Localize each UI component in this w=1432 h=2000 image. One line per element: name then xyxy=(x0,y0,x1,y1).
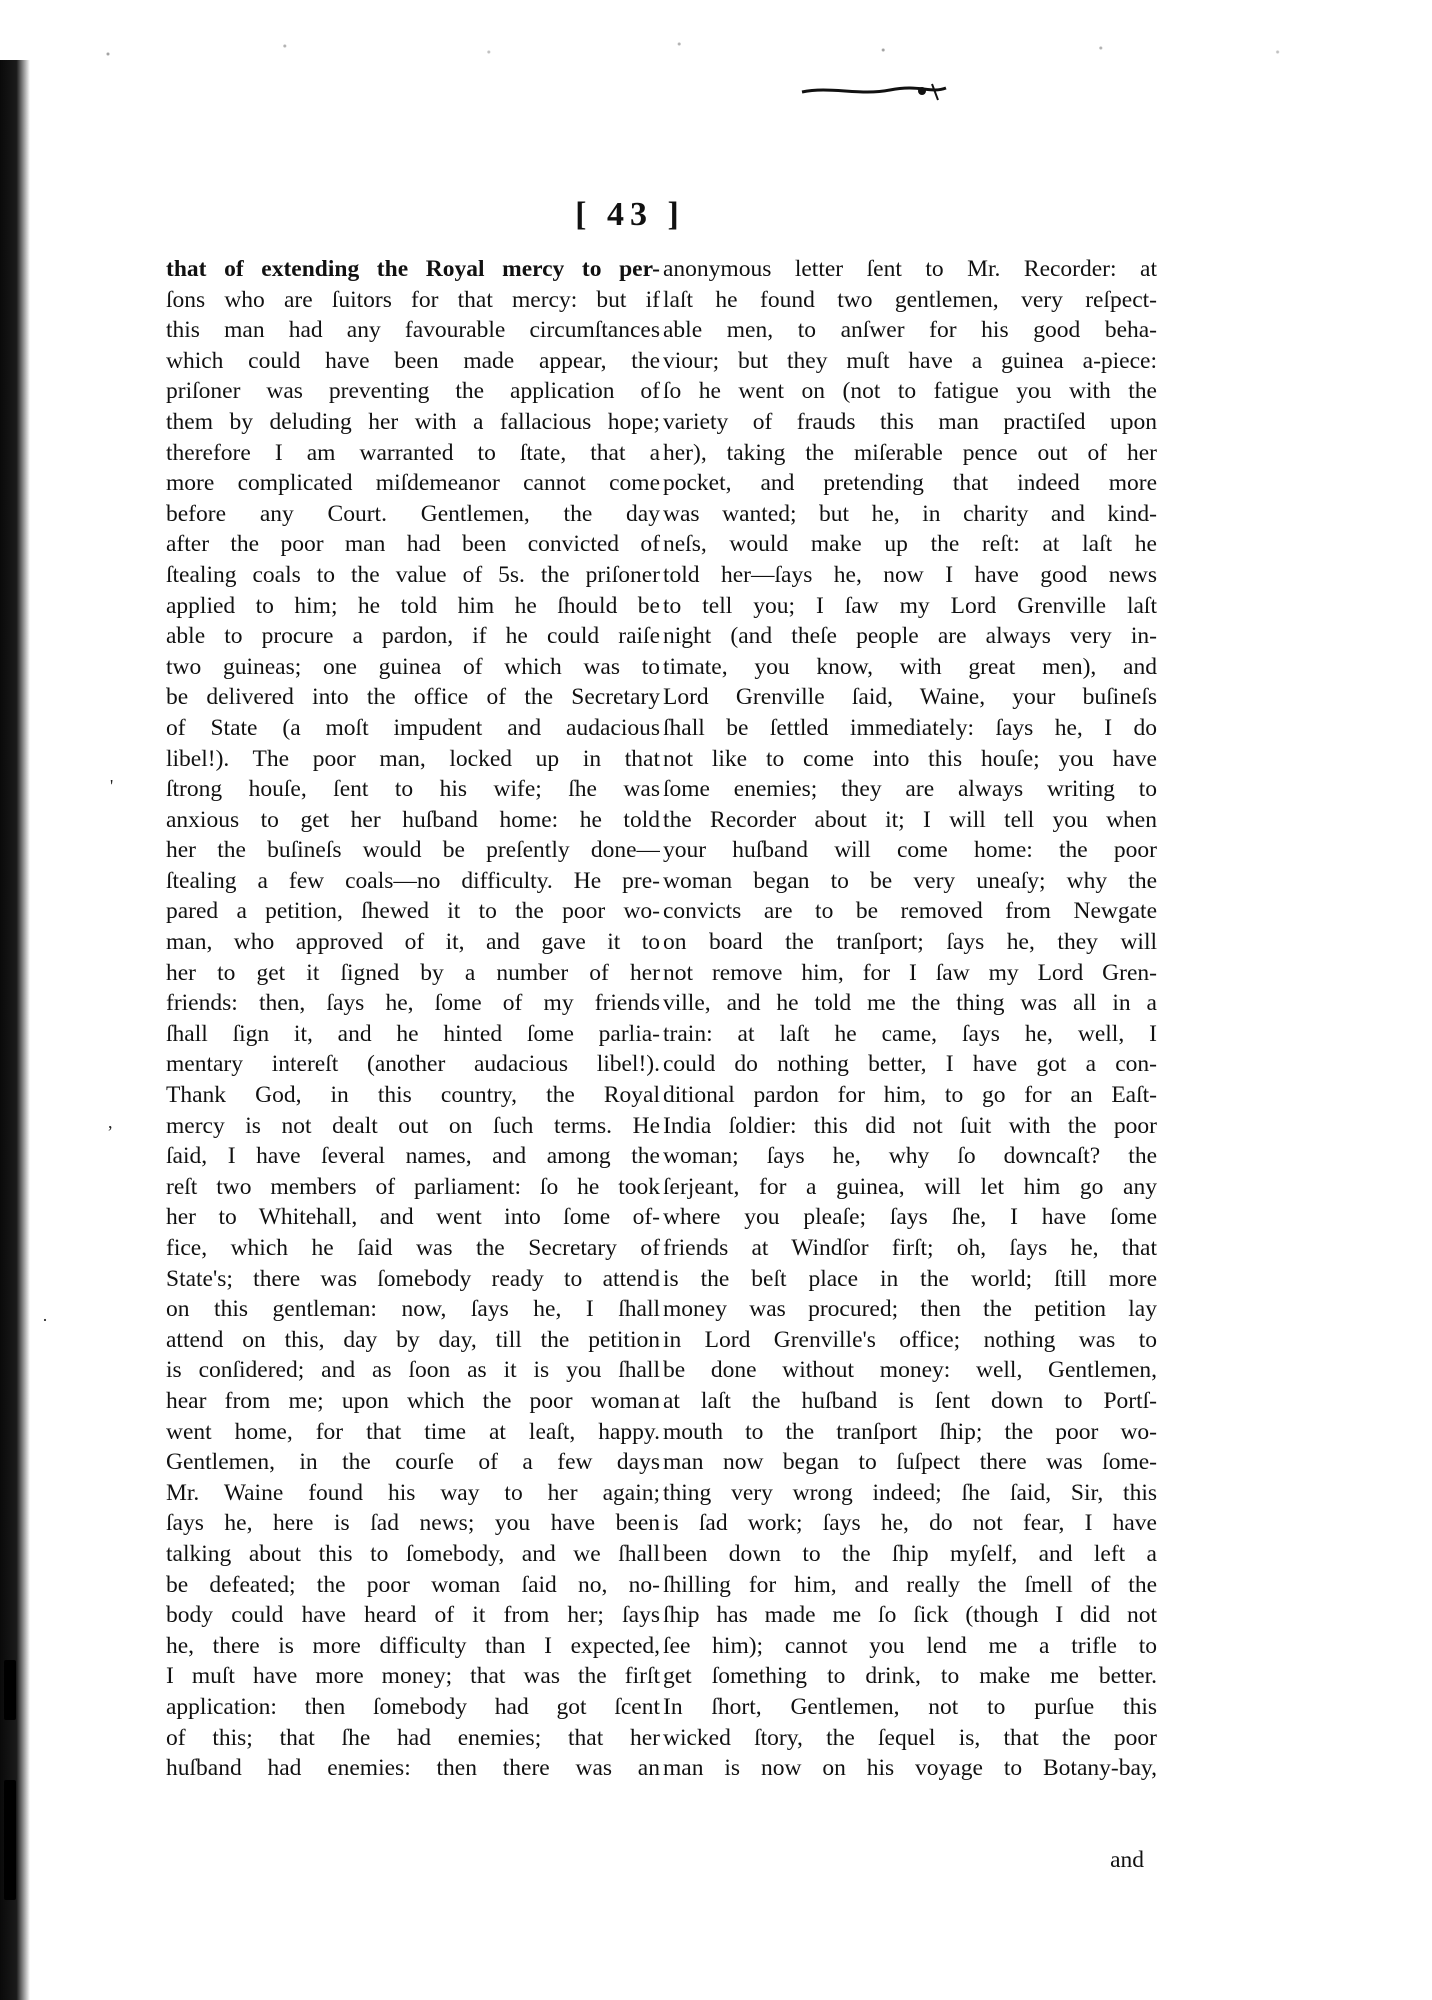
text-line: libel!). The poor man, locked up in that xyxy=(166,745,660,772)
text-line: ſome enemies; they are always writing to xyxy=(663,776,1157,803)
text-line: huſband had enemies: then there was an xyxy=(166,1755,660,1782)
text-line: was wanted; but he, in charity and kind- xyxy=(663,500,1157,527)
text-line: told her—ſays he, now I have good news xyxy=(663,561,1157,588)
text-line: thing very wrong indeed; ſhe ſaid, Sir, this xyxy=(663,1479,1157,1506)
text-line: this man had any favourable circumſtances xyxy=(166,317,660,344)
text-line: ſhall be ſettled immediately: ſays he, I do xyxy=(663,714,1157,741)
text-line: pared a petition, ſhewed it to the poor wo- xyxy=(166,898,660,925)
text-line: Lord Grenville ſaid, Waine, your buſineſs xyxy=(663,684,1157,711)
text-line: went home, for that time at leaſt, happy. xyxy=(166,1418,660,1445)
text-line: ditional pardon for him, to go for an Eaſt- xyxy=(663,1082,1157,1109)
text-line: her), taking the miſerable pence out of her xyxy=(663,439,1157,466)
text-line: friends at Windſor firſt; oh, ſays he, that xyxy=(663,1235,1157,1261)
text-line: applied to him; he told him he ſhould be xyxy=(166,592,660,619)
text-line: wicked ſtory, the ſequel is, that the poor xyxy=(663,1724,1157,1751)
text-line: her to get it ſigned by a number of her xyxy=(166,959,660,986)
text-line: woman; ſays he, why ſo downcaſt? the xyxy=(663,1143,1157,1170)
text-line: could do nothing better, I have got a con- xyxy=(663,1051,1157,1078)
text-line: at laſt the huſband is ſent down to Portſ- xyxy=(663,1387,1157,1414)
text-line: is conſidered; and as ſoon as it is you ſhall xyxy=(166,1357,660,1384)
text-line: her to Whitehall, and went into ſome of- xyxy=(166,1204,660,1231)
binding-speck xyxy=(4,1660,16,1720)
text-line: is ſad work; ſays he, do not fear, I have xyxy=(663,1510,1157,1537)
text-line: ſtealing a few coals—no difficulty. He pre- xyxy=(166,867,660,894)
page-number: [ 43 ] xyxy=(575,196,685,233)
text-line: application: then ſomebody had got ſcent xyxy=(166,1693,660,1720)
text-line: ſhall ſign it, and he hinted ſome parlia- xyxy=(166,1020,660,1047)
text-line: Mr. Waine found his way to her again; xyxy=(166,1479,660,1506)
margin-mark: ' xyxy=(110,776,114,796)
text-line: Gentlemen, in the courſe of a few days xyxy=(166,1449,660,1476)
text-line: mercy is not dealt out on ſuch terms. He xyxy=(166,1112,660,1139)
text-line: ſays he, here is ſad news; you have been xyxy=(166,1510,660,1537)
text-line: State's; there was ſomebody ready to attend xyxy=(166,1265,660,1292)
text-line: anxious to get her huſband home: he told xyxy=(166,806,660,833)
text-line: the Recorder about it; I will tell you when xyxy=(663,806,1157,833)
text-line: Thank God, in this country, the Royal xyxy=(166,1082,660,1109)
text-line: of this; that ſhe had enemies; that her xyxy=(166,1724,660,1751)
text-line: body could have heard of it from her; ſays xyxy=(166,1602,660,1629)
text-line: ſons who are ſuitors for that mercy: but if xyxy=(166,286,660,313)
text-line: night (and theſe people are always very in- xyxy=(663,623,1157,650)
left-text-column xyxy=(166,254,660,1784)
text-line: ſee him); cannot you lend me a trifle to xyxy=(663,1632,1157,1659)
text-line: timate, you know, with great men), and xyxy=(663,653,1157,680)
text-line: more complicated miſdemeanor cannot come xyxy=(166,470,660,497)
text-line: fice, which he ſaid was the Secretary of xyxy=(166,1235,660,1261)
text-line: able men, to anſwer for his good beha- xyxy=(663,317,1157,344)
text-line: your huſband will come home: the poor xyxy=(663,837,1157,864)
text-line: ſtealing coals to the value of 5s. the priſoner xyxy=(166,561,660,588)
scan-noise xyxy=(40,30,1400,70)
text-line: woman began to be very uneaſy; why the xyxy=(663,867,1157,894)
text-line: he, there is more difficulty than I expected, xyxy=(166,1632,660,1659)
text-line: In ſhort, Gentlemen, not to purſue this xyxy=(663,1693,1157,1720)
text-line: pocket, and pretending that indeed more xyxy=(663,470,1157,497)
text-line: talking about this to ſomebody, and we ſhall xyxy=(166,1540,660,1567)
text-line: reſt two members of parliament: ſo he took xyxy=(166,1173,660,1200)
text-line: anonymous letter ſent to Mr. Recorder: at xyxy=(663,256,1157,282)
text-line: friends: then, ſays he, ſome of my friends xyxy=(166,990,660,1017)
text-line: to tell you; I ſaw my Lord Grenville laſt xyxy=(663,592,1157,619)
text-line: India ſoldier: this did not ſuit with the poor xyxy=(663,1112,1157,1139)
text-line: that of extending the Royal mercy to per- xyxy=(166,256,660,282)
text-line: them by deluding her with a fallacious hope; xyxy=(166,408,660,435)
text-line: priſoner was preventing the application of xyxy=(166,378,660,405)
text-line: I muſt have more money; that was the firſt xyxy=(166,1663,660,1690)
text-line: be defeated; the poor woman ſaid no, no- xyxy=(166,1571,660,1598)
text-line: after the poor man had been convicted of xyxy=(166,531,660,558)
text-line: convicts are to be removed from Newgate xyxy=(663,898,1157,925)
text-line: laſt he found two gentlemen, very reſpect- xyxy=(663,286,1157,313)
text-line: man is now on his voyage to Botany-bay, xyxy=(663,1755,1157,1782)
text-line: be done without money: well, Gentlemen, xyxy=(663,1357,1157,1384)
text-line: ſhilling for him, and really the ſmell of the xyxy=(663,1571,1157,1598)
text-line: where you pleaſe; ſays ſhe, I have ſome xyxy=(663,1204,1157,1231)
text-line: variety of frauds this man practiſed upon xyxy=(663,408,1157,435)
text-line: before any Court. Gentlemen, the day xyxy=(166,500,660,527)
text-line: viour; but they muſt have a guinea a-piece: xyxy=(663,347,1157,374)
text-line: man now began to ſuſpect there was ſome- xyxy=(663,1449,1157,1476)
text-line: money was procured; then the petition lay xyxy=(663,1296,1157,1323)
text-line: two guineas; one guinea of which was to xyxy=(166,653,660,680)
text-line: not remove him, for I ſaw my Lord Gren- xyxy=(663,959,1157,986)
text-line: of State (a moſt impudent and audacious xyxy=(166,714,660,741)
margin-mark: · xyxy=(42,1310,48,1330)
text-line: ſo he went on (not to fatigue you with the xyxy=(663,378,1157,405)
text-line: hear from me; upon which the poor woman xyxy=(166,1387,660,1414)
text-line: been down to the ſhip myſelf, and left a xyxy=(663,1540,1157,1567)
text-line: neſs, would make up the reſt: at laſt he xyxy=(663,531,1157,558)
text-line: ſtrong houſe, ſent to his wife; ſhe was xyxy=(166,776,660,803)
binding-speck xyxy=(4,1780,16,1900)
text-line: get ſomething to drink, to make me better. xyxy=(663,1663,1157,1690)
text-line: man, who approved of it, and gave it to xyxy=(166,929,660,956)
text-line: ville, and he told me the thing was all in a xyxy=(663,990,1157,1017)
text-line: ſhip has made me ſo ſick (though I did not xyxy=(663,1602,1157,1629)
text-line: is the beſt place in the world; ſtill more xyxy=(663,1265,1157,1292)
text-line: her the buſineſs would be preſently done— xyxy=(166,837,660,864)
text-line: on this gentleman: now, ſays he, I ſhall xyxy=(166,1296,660,1323)
text-line: in Lord Grenville's office; nothing was to xyxy=(663,1326,1157,1353)
text-line: train: at laſt he came, ſays he, well, I xyxy=(663,1020,1157,1047)
text-line: mouth to the tranſport ſhip; the poor wo- xyxy=(663,1418,1157,1445)
printer-ornament-icon xyxy=(800,82,950,102)
text-line: able to procure a pardon, if he could raiſe xyxy=(166,623,660,650)
text-line: ſaid, I have ſeveral names, and among the xyxy=(166,1143,660,1170)
margin-mark: , xyxy=(108,1112,113,1132)
text-line: which could have been made appear, the xyxy=(166,347,660,374)
text-line: on board the tranſport; ſays he, they will xyxy=(663,929,1157,956)
text-line: attend on this, day by day, till the petition xyxy=(166,1326,660,1353)
right-text-column xyxy=(663,254,1157,1784)
text-line: ſerjeant, for a guinea, will let him go any xyxy=(663,1173,1157,1200)
text-line: not like to come into this houſe; you have xyxy=(663,745,1157,772)
text-line: therefore I am warranted to ſtate, that a xyxy=(166,439,660,466)
text-line: mentary intereſt (another audacious libel!). xyxy=(166,1051,660,1078)
text-line: be delivered into the office of the Secretary xyxy=(166,684,660,711)
catchword: and xyxy=(1110,1847,1144,1873)
